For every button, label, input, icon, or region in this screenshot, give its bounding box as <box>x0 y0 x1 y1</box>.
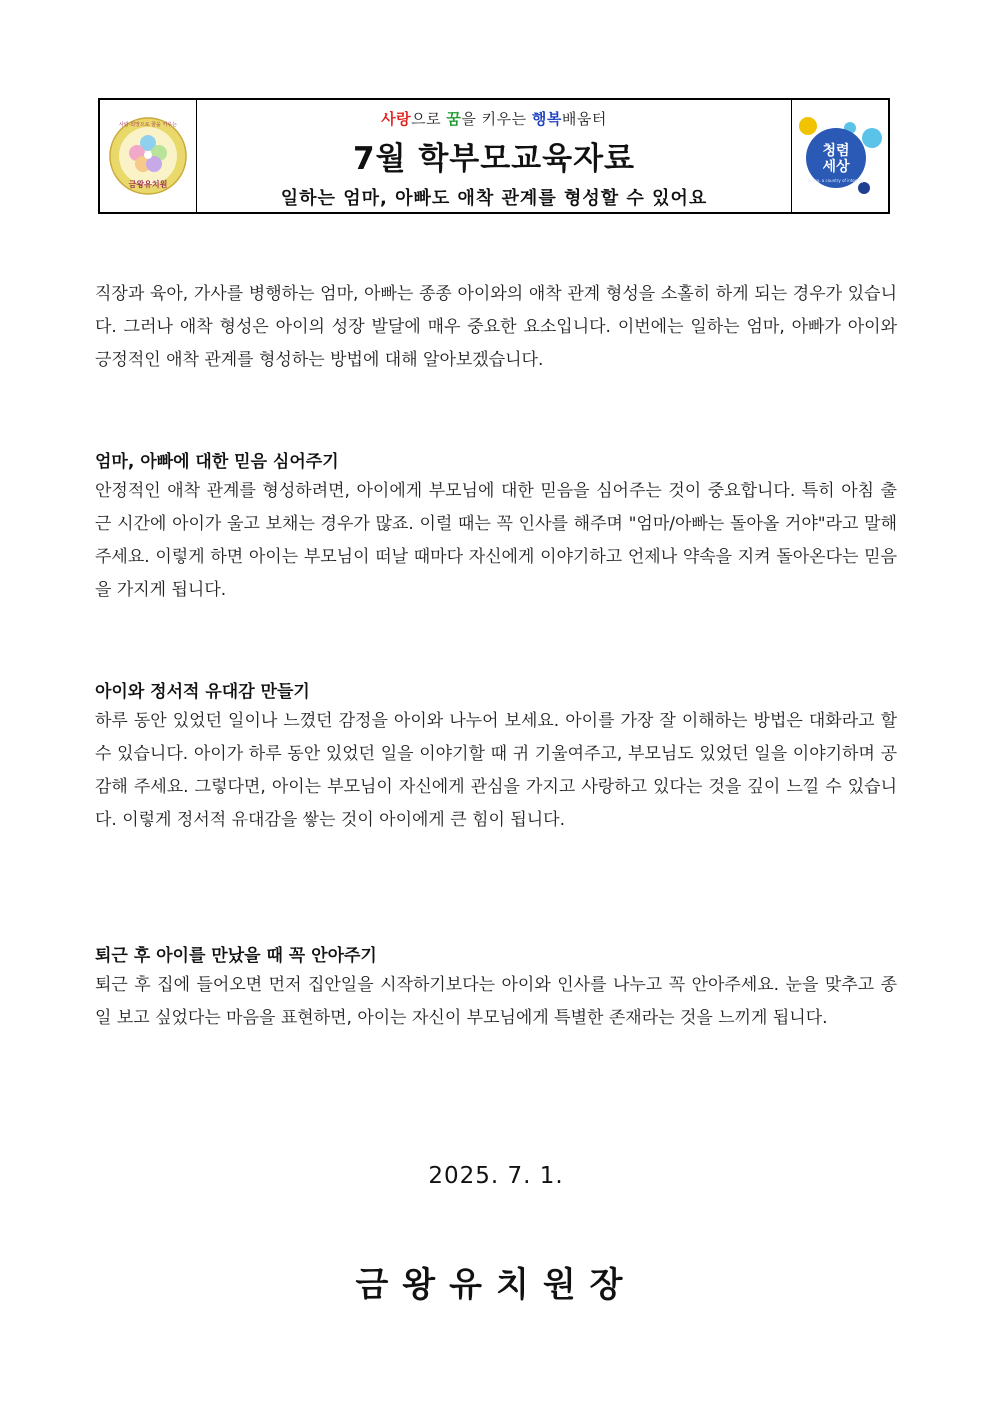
section-1-body: 안정적인 애착 관계를 형성하려면, 아이에게 부모님에 대한 믿음을 심어주는 것이 중요합니다. 특히 아침 출근 시간에 아이가 울고 보채는 경우가 많죠. 이럴 때는 꼭 인사를 해주며 "엄마/아빠는 돌아올 거야"라고 말해주세요. 이렇게 하면 아이는 부모님이 떠날 때마다 자신에게 이야기하고 언제나 약속을 지켜 돌아온다는 믿음을 가지게 됩니다. <box>95 481 897 600</box>
section-2-body: 하루 동안 있었던 일이나 느꼈던 감정을 아이와 나누어 보세요. 아이를 가장 잘 이해하는 방법은 대화라고 할 수 있습니다. 아이가 하루 동안 있었던 일을 이야기할 때 귀 기울여주고, 부모님도 있었던 일을 이야기하며 공감해 주세요. 그렇다면, 아이는 부모님이 자신에게 관심을 가지고 사랑하고 있다는 것을 깊이 느낄 수 있습니다. 이렇게 정서적 유대감을 쌓는 것이 아이에게 큰 힘이 됩니다. <box>95 711 897 830</box>
page-title: 7월 학부모교육자료 <box>353 141 635 177</box>
section-3-title: 퇴근 후 아이를 만났을 때 꼭 안아주기 <box>95 946 377 966</box>
section-3-body: 퇴근 후 집에 들어오면 먼저 집안일을 시작하기보다는 아이와 인사를 나누고 꼭 안아주세요. 눈을 맞추고 종일 보고 싶었다는 마음을 표현하면, 아이는 자신이 부모님에게 특별한 존재라는 것을 느끼게 됩니다. <box>95 975 897 1028</box>
svg-text:세상: 세상 <box>822 159 850 175</box>
kindergarten-logo <box>108 116 188 196</box>
header-title-cell <box>197 100 791 212</box>
intro-paragraph: 직장과 육아, 가사를 병행하는 엄마, 아빠는 종종 아이와의 애착 관계 형성을 소홀히 하게 되는 경우가 있습니다. 그러나 애착 형성은 아이의 성장 발달에 매우 중요한 요소입니다. 이번에는 일하는 엄마, 아빠가 아이와 긍정적인 애착 관계를 형성하는 방법에 대해 알아보겠습니다. <box>95 284 897 370</box>
svg-text:청렴: 청렴 <box>822 143 850 159</box>
document-header <box>98 98 890 214</box>
slogan: 사랑으로 꿈을 키우는 행복배움터 <box>381 110 607 128</box>
section-2-title: 아이와 정서적 유대감 만들기 <box>95 682 310 702</box>
svg-text:Korea, a country of integrity: Korea, a country of integrity <box>807 178 865 183</box>
document-date: 2025. 7. 1. <box>428 1163 564 1189</box>
page-subtitle: 일하는 엄마, 아빠도 애착 관계를 형성할 수 있어요 <box>280 188 708 209</box>
svg-text:금왕유치원: 금왕유치원 <box>128 180 168 189</box>
kindergarten-logo-cell <box>100 100 197 212</box>
svg-text:사랑·희망으로 꿈을 키우는: 사랑·희망으로 꿈을 키우는 <box>119 122 177 128</box>
section-1-title: 엄마, 아빠에 대한 믿음 심어주기 <box>95 452 339 472</box>
signature: 금왕유치원장 <box>355 1265 637 1305</box>
integrity-logo-cell <box>791 100 888 212</box>
integrity-logo <box>794 108 886 204</box>
